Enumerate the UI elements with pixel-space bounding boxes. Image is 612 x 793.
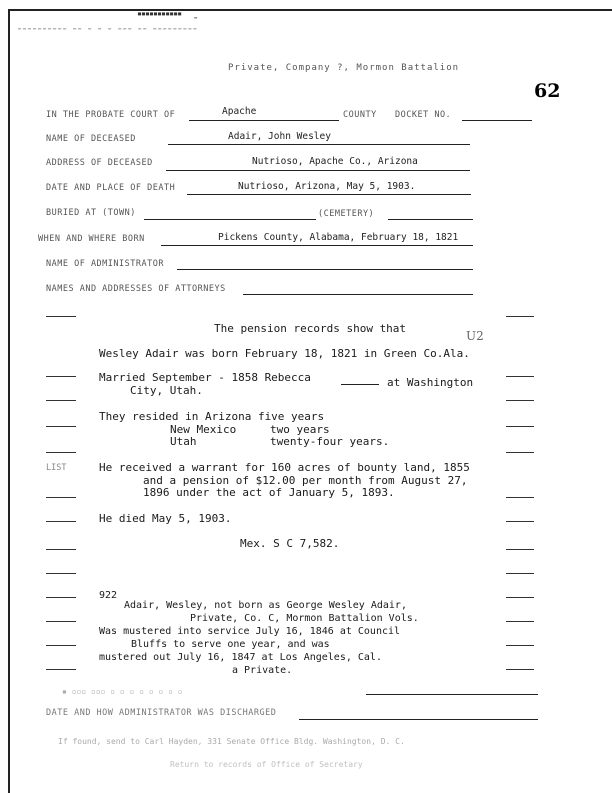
- margin-dash-right: [506, 549, 534, 550]
- margin-dash-right: [506, 400, 534, 401]
- court-underline: [189, 120, 339, 121]
- resided-nm-years: two years: [270, 423, 330, 436]
- margin-dash-left: [46, 597, 76, 598]
- margin-dash-left: [46, 669, 76, 670]
- death-value: Nutrioso, Arizona, May 5, 1903.: [238, 181, 416, 192]
- margin-dash-right: [506, 376, 534, 377]
- margin-dash-right: [506, 621, 534, 622]
- married-line-2: City, Utah.: [130, 384, 203, 397]
- resided-utah-years: twenty-four years.: [270, 435, 390, 448]
- docket-label: DOCKET NO.: [395, 110, 452, 120]
- married-line-1: Married September - 1858 Rebecca: [99, 371, 311, 384]
- margin-dash-right: [506, 573, 534, 574]
- resided-nm: New Mexico: [170, 423, 237, 436]
- page-border-left: [8, 9, 10, 793]
- address-value: Nutrioso, Apache Co., Arizona: [252, 156, 418, 167]
- resided-line-1: They resided in Arizona five years: [99, 410, 325, 423]
- military-line-6: a Private.: [232, 665, 293, 676]
- margin-dash-right: [506, 645, 534, 646]
- warrant-line-2: and a pension of $12.00 per month from August 27,: [143, 474, 468, 487]
- death-underline: [187, 194, 471, 195]
- page-number: 62: [534, 80, 561, 102]
- margin-dash-left: [46, 376, 76, 377]
- margin-dash-left: [46, 573, 76, 574]
- warrant-line-1: He received a warrant for 160 acres of bounty land, 1855: [99, 461, 470, 474]
- born-underline: [161, 245, 473, 246]
- admin-underline: [177, 269, 473, 270]
- margin-dash-left: [46, 316, 76, 317]
- deceased-value: Adair, John Wesley: [228, 131, 331, 142]
- faint-marks: ▪ ▫▫▫ ▫▫▫ ▫ ▫ ▫ ▫ ▫ ▫ ▫ ▫: [62, 687, 183, 696]
- margin-dash-left: [46, 645, 76, 646]
- married-at: at Washington: [387, 376, 474, 389]
- send-to-line: If found, send to Carl Hayden, 331 Senate Office Bldg. Washington, D. C.: [58, 737, 405, 746]
- born-line: Wesley Adair was born February 18, 1821 in Green Co.Ala.: [99, 347, 470, 360]
- buried-label: BURIED AT (TOWN): [46, 208, 136, 218]
- header-marks: ▁▁▁▁▁▁▁▁▁▁ ▁▁ ▁ ▁ ▁ ▁▁▁ ▁▁ ▁▁▁▁▁▁▁▁▁: [18, 24, 199, 30]
- military-line-4: Bluffs to serve one year, and was: [131, 639, 330, 650]
- page-border-top: [8, 9, 612, 11]
- address-underline: [166, 170, 470, 171]
- list-mark: LIST: [46, 463, 67, 473]
- margin-dash-right: [506, 316, 534, 317]
- header-stamp-marks: ▀▀▀▀▀▀▀▀▀▀▀ ▁: [138, 13, 199, 19]
- military-line-2: Private, Co. C, Mormon Battalion Vols.: [190, 613, 419, 624]
- code-922: 922: [99, 590, 118, 601]
- margin-dash-left: [46, 426, 76, 427]
- margin-dash-left: [46, 521, 76, 522]
- reference-number: Mex. S C 7,582.: [240, 537, 340, 550]
- county-label: COUNTY: [343, 110, 377, 120]
- address-label: ADDRESS OF DECEASED: [46, 158, 153, 168]
- margin-dash-right: [506, 521, 534, 522]
- margin-dash-left: [46, 400, 76, 401]
- died-line: He died May 5, 1903.: [99, 512, 232, 525]
- attorneys-underline: [243, 294, 473, 295]
- born-value: Pickens County, Alabama, February 18, 1821: [218, 232, 459, 243]
- military-line-5: mustered out July 16, 1847 at Los Angeles, Cal.: [99, 652, 382, 663]
- resided-utah: Utah: [170, 435, 197, 448]
- born-label: WHEN AND WHERE BORN: [38, 234, 145, 244]
- warrant-line-3: 1896 under the act of January 5, 1893.: [143, 486, 395, 499]
- discharge-label: DATE AND HOW ADMINISTRATOR WAS DISCHARGED: [46, 708, 277, 718]
- faint-footer-line: Return to records of Office of Secretary: [170, 760, 363, 769]
- margin-dash-right: [506, 452, 534, 453]
- military-line-3: Was mustered into service July 16, 1846 at Council: [99, 626, 401, 637]
- margin-dash-right: [506, 597, 534, 598]
- margin-dash-left: [46, 549, 76, 550]
- court-label: IN THE PROBATE COURT OF: [46, 110, 176, 120]
- margin-dash-right: [506, 497, 534, 498]
- military-line-1: Adair, Wesley, not born as George Wesley Adair,: [124, 600, 407, 611]
- cemetery-underline: [388, 219, 473, 220]
- buried-underline: [144, 219, 316, 220]
- pension-intro: The pension records show that: [214, 322, 407, 335]
- attorneys-label: NAMES AND ADDRESSES OF ATTORNEYS: [46, 284, 226, 294]
- margin-dash-right: [506, 669, 534, 670]
- handwritten-mark: U2: [466, 329, 484, 343]
- margin-dash-left: [46, 497, 76, 498]
- death-label: DATE AND PLACE OF DEATH: [46, 183, 176, 193]
- record-subtitle: Private, Company ?, Mormon Battalion: [228, 63, 460, 73]
- court-value: Apache: [222, 106, 257, 117]
- discharge-underline: [299, 719, 538, 720]
- docket-underline: [462, 120, 532, 121]
- rule-line: [366, 694, 538, 695]
- margin-dash-left: [46, 452, 76, 453]
- deceased-label: NAME OF DECEASED: [46, 134, 136, 144]
- deceased-underline: [168, 144, 470, 145]
- admin-label: NAME OF ADMINISTRATOR: [46, 259, 164, 269]
- margin-dash-left: [46, 621, 76, 622]
- margin-dash-right: [506, 426, 534, 427]
- married-blank: [341, 384, 379, 385]
- cemetery-label: (CEMETERY): [318, 209, 375, 219]
